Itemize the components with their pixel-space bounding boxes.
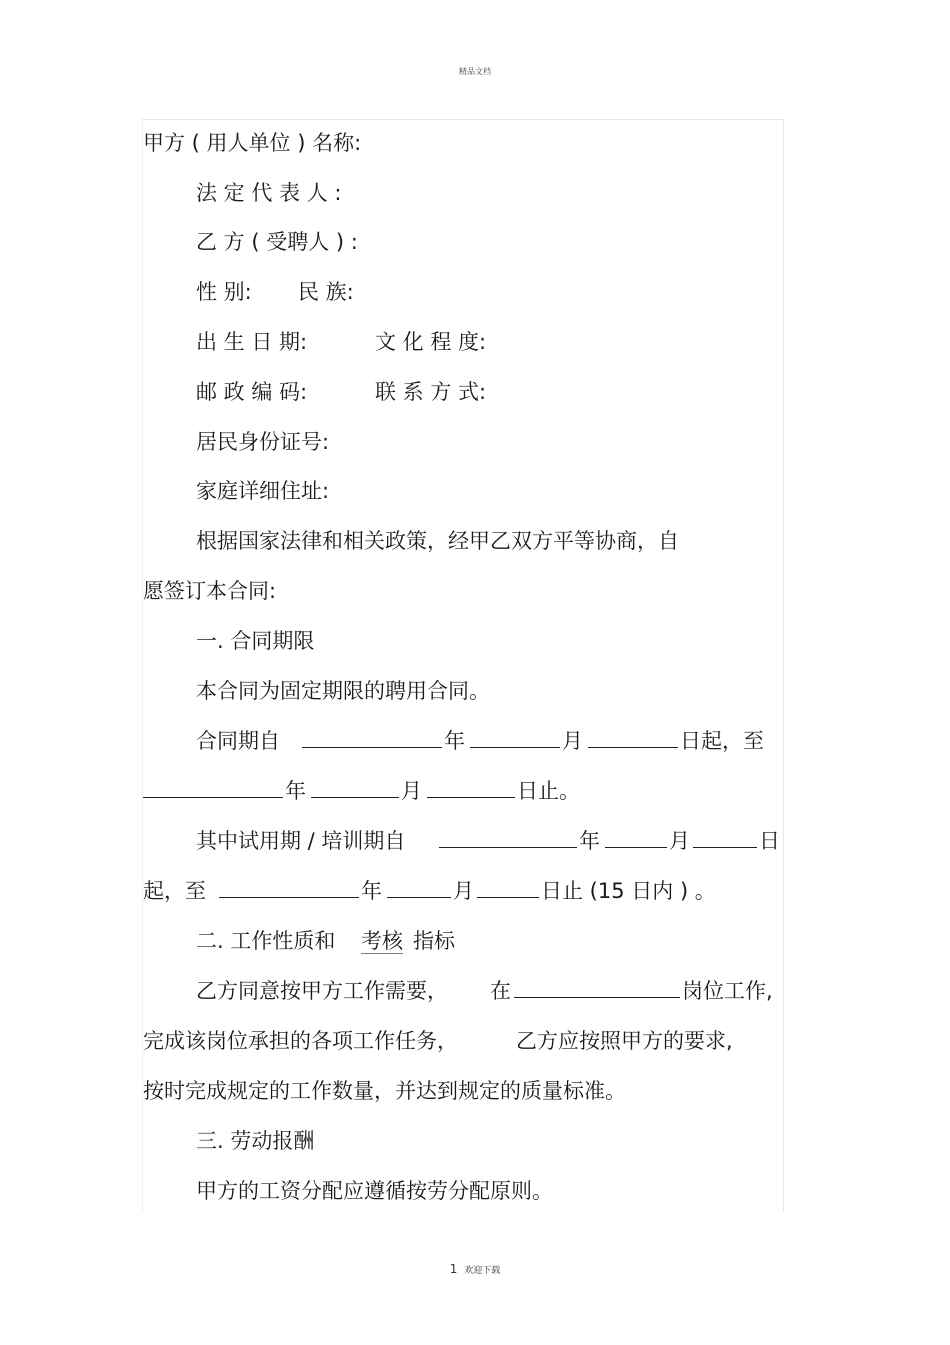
education-label: 文 化 程 度:: [375, 330, 487, 354]
section-3-title: 三. 劳动报酬: [196, 1129, 315, 1153]
section-2-para-2b: 乙方应按照甲方的要求,: [516, 1029, 733, 1053]
start-day-blank[interactable]: [588, 729, 678, 748]
trial-end-month-blank[interactable]: [387, 879, 451, 898]
page-number: 1: [449, 1262, 458, 1276]
party-b-line: 乙 方 ( 受聘人 ) :: [196, 230, 358, 254]
party-a-line: 甲方 ( 用人单位 ) 名称:: [143, 131, 362, 155]
section-2-para-2a: 完成该岗位承担的各项工作任务，: [143, 1029, 458, 1053]
section-1-para-1: 本合同为固定期限的聘用合同。: [196, 679, 490, 703]
section-2-para-1a: 乙方同意按甲方工作需要，: [196, 979, 448, 1003]
day-text: 日: [759, 829, 780, 853]
trial-start-month-blank[interactable]: [605, 829, 667, 848]
trial-until-text: 日止 (15 日内 ) 。: [541, 879, 716, 903]
section-2-para-1c: 岗位工作,: [682, 979, 773, 1003]
trial-start-day-blank[interactable]: [693, 829, 757, 848]
legal-rep-line: 法 定 代 表 人 :: [196, 181, 342, 205]
day-from-text: 日起，至: [680, 729, 764, 753]
intro-line-2: 愿签订本合同:: [143, 579, 277, 603]
id-number-label: 居民身份证号:: [196, 430, 330, 454]
assessment-link[interactable]: 考核: [361, 929, 403, 953]
trial-end-year-blank[interactable]: [219, 879, 359, 898]
page-footer: [0, 1262, 950, 1276]
contract-period-prefix: 合同期自: [196, 729, 280, 753]
year-text: 年: [361, 879, 382, 903]
section-1-title: 一. 合同期限: [196, 629, 315, 653]
start-year-blank[interactable]: [302, 729, 442, 748]
postal-code-label: 邮 政 编 码:: [196, 380, 308, 404]
section-2-para-3: 按时完成规定的工作数量，并达到规定的质量标准。: [143, 1079, 626, 1103]
month-text: 月: [453, 879, 474, 903]
footer-text: 欢迎下载: [464, 1266, 501, 1276]
section-2-para-1b: 在: [490, 979, 511, 1003]
month-text: 月: [562, 729, 583, 753]
from-to-text: 起，至: [143, 879, 206, 903]
year-text: 年: [444, 729, 465, 753]
end-day-blank[interactable]: [427, 779, 515, 798]
address-label: 家庭详细住址:: [196, 479, 330, 503]
page-header: 精品文档: [459, 67, 491, 76]
ethnicity-label: 民 族:: [298, 280, 354, 304]
month-text: 月: [669, 829, 690, 853]
end-month-blank[interactable]: [311, 779, 399, 798]
contact-label: 联 系 方 式:: [375, 380, 487, 404]
day-until-text: 日止。: [517, 779, 580, 803]
trial-end-day-blank[interactable]: [477, 879, 539, 898]
position-blank[interactable]: [514, 979, 680, 998]
year-text: 年: [579, 829, 600, 853]
section-3-para-1: 甲方的工资分配应遵循按劳分配原则。: [196, 1179, 553, 1203]
gender-label: 性 别:: [196, 280, 252, 304]
trial-start-year-blank[interactable]: [439, 829, 577, 848]
trial-period-prefix: 其中试用期 / 培训期自: [196, 829, 406, 853]
birth-date-label: 出 生 日 期:: [196, 330, 308, 354]
intro-line-1: 根据国家法律和相关政策，经甲乙双方平等协商，自: [196, 529, 679, 553]
year-text: 年: [285, 779, 306, 803]
end-year-blank[interactable]: [143, 779, 283, 798]
section-2-title-suffix: 指标: [413, 929, 455, 953]
month-text: 月: [401, 779, 422, 803]
start-month-blank[interactable]: [470, 729, 560, 748]
section-2-title-prefix: 二. 工作性质和: [196, 929, 336, 953]
